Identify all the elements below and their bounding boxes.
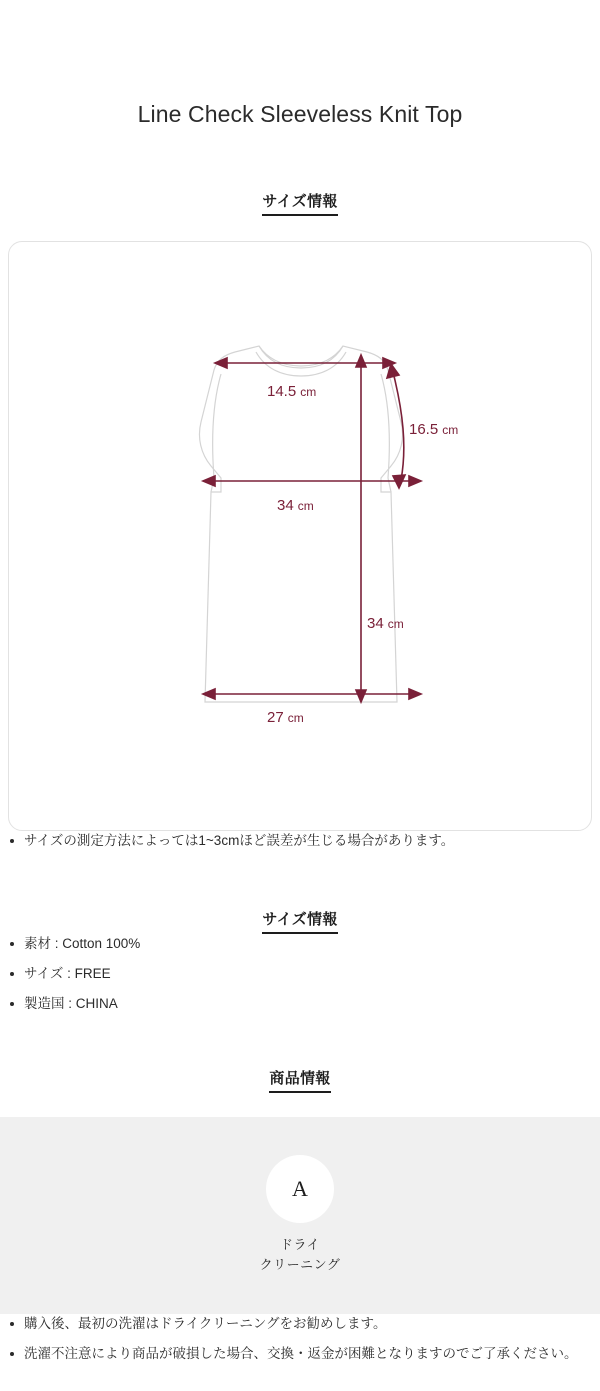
measurement-note-list [0, 831, 600, 852]
spec-list [0, 934, 600, 1015]
section-heading-product-info [0, 1067, 600, 1093]
list-item: 購入後、最初の洗濯はドライクリーニングをお勧めします。 [0, 1314, 600, 1335]
list-item: サイズ : FREE [0, 964, 600, 985]
section-heading-spec [0, 908, 600, 934]
measurement-chest: 34 cm [277, 496, 314, 514]
measurement-armhole: 16.5 cm [409, 420, 459, 438]
care-note-list [0, 1314, 600, 1365]
section-heading-size-info [0, 190, 600, 216]
garment-size-diagram [9, 242, 592, 830]
garment-outline [199, 346, 402, 702]
section-heading-size-info-text: サイズ情報 [262, 190, 337, 216]
dry-clean-icon [266, 1155, 334, 1223]
section-heading-spec-text: サイズ情報 [262, 908, 337, 934]
list-item: 素材 : Cotton 100% [0, 934, 600, 955]
dry-clean-icon-letter: A [292, 1175, 308, 1201]
list-item: サイズの測定方法によっては1~3cmほど誤差が生じる場合があります。 [0, 831, 600, 852]
care-label-line1: ドライ [279, 1236, 321, 1252]
care-instruction-panel [0, 1117, 600, 1314]
measurement-shoulder: 14.5 cm [267, 382, 317, 400]
list-item: 洗濯不注意により商品が破損した場合、交換・返金が困難となりますのでご了承ください。 [0, 1344, 600, 1365]
care-label-line2: クリーニング [259, 1257, 341, 1273]
care-label [260, 1235, 341, 1275]
list-item: 製造国 : CHINA [0, 994, 600, 1015]
size-diagram-card [8, 241, 592, 831]
measurement-lines [203, 355, 421, 702]
measurement-labels [267, 383, 458, 726]
measurement-length: 34 cm [367, 614, 404, 632]
section-heading-product-info-text: 商品情報 [269, 1067, 330, 1093]
page-title: Line Check Sleeveless Knit Top [137, 101, 463, 127]
measurement-hem: 27 cm [267, 708, 304, 726]
